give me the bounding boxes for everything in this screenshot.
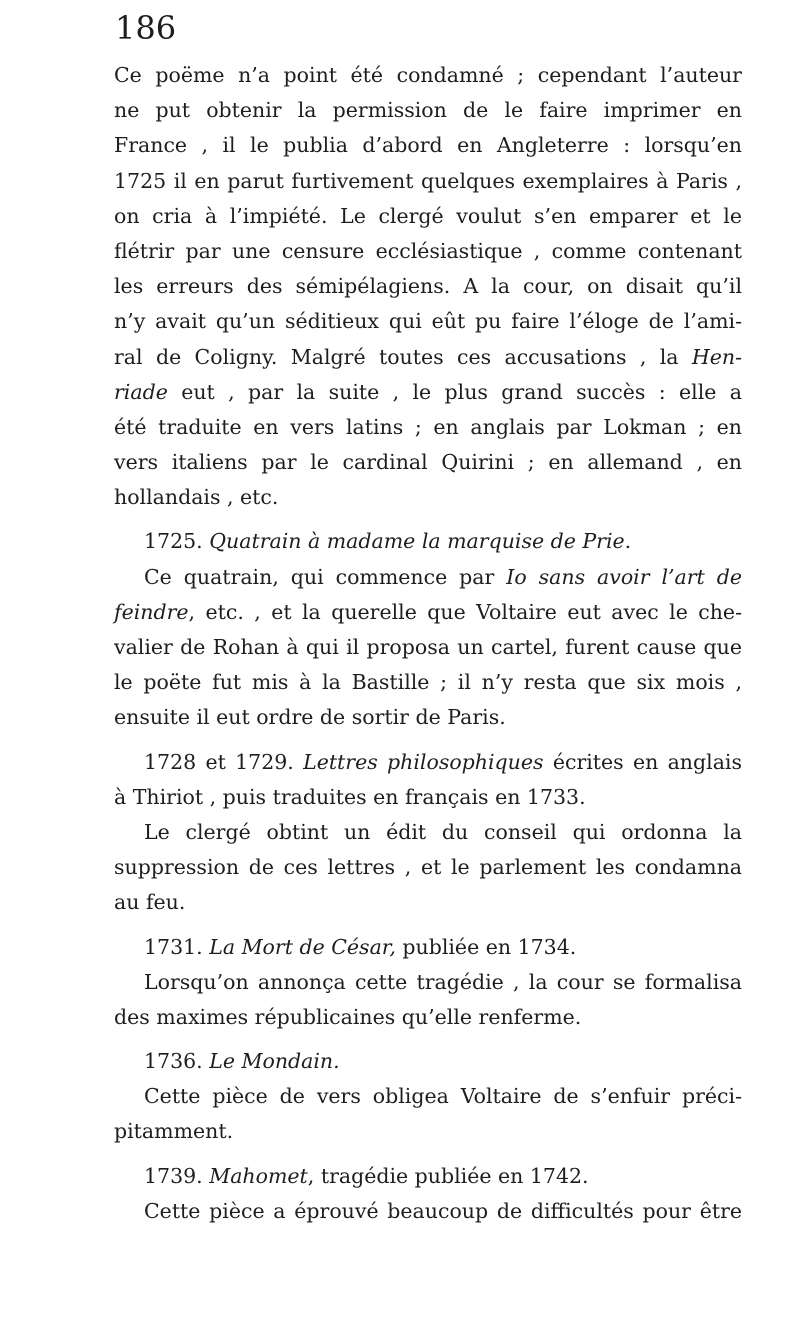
entry-heading: 1739. Mahomet, tragédie publiée en 1742. xyxy=(144,1163,589,1188)
entry-heading: 1725. Quatrain à madame la marquise de Prie. xyxy=(144,529,632,554)
italic-text: riade xyxy=(114,379,168,404)
text-line: ne put obtenir la permission de le faire imprimer en xyxy=(114,98,742,123)
text-line: ral de Coligny. Malgré toutes ces accusations , la Hen- xyxy=(114,344,742,369)
text-line: Cette pièce a éprouvé beaucoup de difficultés pour être xyxy=(144,1198,742,1223)
italic-text: Hen- xyxy=(691,344,742,369)
text-line: Cette pièce de vers obligea Voltaire de s’enfuir préci- xyxy=(144,1084,742,1109)
entry-heading: 1731. La Mort de César, publiée en 1734. xyxy=(144,934,577,959)
text-line: à Thiriot , puis traduites en français en 1733. xyxy=(114,784,586,809)
text-line: riade eut , par la suite , le plus grand succès : elle a xyxy=(114,379,742,404)
text-line: Lorsqu’on annonça cette tragédie , la cour se formalisa xyxy=(144,969,742,994)
text-line: les erreurs des sémipélagiens. A la cour, on disait qu’il xyxy=(114,274,742,299)
text-line: au feu. xyxy=(114,890,186,915)
text-line: vers italiens par le cardinal Quirini ; en allemand , en xyxy=(114,450,742,475)
italic-text: La Mort de César, xyxy=(209,934,396,959)
text-line: valier de Rohan à qui il proposa un cartel, furent cause que xyxy=(114,635,742,659)
text-line: flétrir par une censure ecclésiastique , comme contenant xyxy=(114,238,742,263)
text-line: on cria à l’impiété. Le clergé voulut s’en emparer et le xyxy=(114,203,742,228)
italic-text: feindre xyxy=(114,599,189,624)
entry-heading: 1736. Le Mondain. xyxy=(144,1049,340,1074)
text-line: pitamment. xyxy=(114,1119,234,1144)
text-line: suppression de ces lettres , et le parlement les condamna xyxy=(114,855,742,880)
text-line: ensuite il eut ordre de sortir de Paris. xyxy=(114,705,506,730)
text-line: n’y avait qu’un séditieux qui eût pu faire l’éloge de l’ami- xyxy=(114,309,742,334)
text-line: Ce quatrain, qui commence par Io sans avoir l’art de xyxy=(144,564,742,589)
italic-text: Io sans avoir l’art de xyxy=(506,564,742,589)
text-line: France , il le publia d’abord en Angleterre : lorsqu’en xyxy=(114,133,742,158)
entry-heading: 1728 et 1729. Lettres philosophiques écrites en anglais xyxy=(144,749,742,774)
text-line: 1725 il en parut furtivement quelques exemplaires à Paris , xyxy=(114,168,742,193)
text-line: feindre, etc. , et la querelle que Voltaire eut avec le che- xyxy=(114,599,742,624)
italic-text: Le Mondain. xyxy=(209,1049,340,1074)
text-line: Ce poëme n’a point été condamné ; cependant l’auteur xyxy=(114,63,742,87)
text-line: été traduite en vers latins ; en anglais par Lokman ; en xyxy=(114,414,742,439)
body-text xyxy=(114,58,742,1229)
page-number: 186 xyxy=(115,9,177,47)
italic-text: Quatrain à madame la marquise de Prie. xyxy=(209,529,632,554)
text-line: Le clergé obtint un édit du conseil qui ordonna la xyxy=(144,819,742,844)
text-line: hollandais , etc. xyxy=(114,485,279,510)
text-line: le poëte fut mis à la Bastille ; il n’y resta que six mois , xyxy=(114,670,742,695)
text-line: des maximes républicaines qu’elle renferme. xyxy=(114,1004,582,1029)
italic-text: Mahomet xyxy=(209,1163,308,1188)
italic-text: Lettres philosophiques xyxy=(303,749,544,774)
